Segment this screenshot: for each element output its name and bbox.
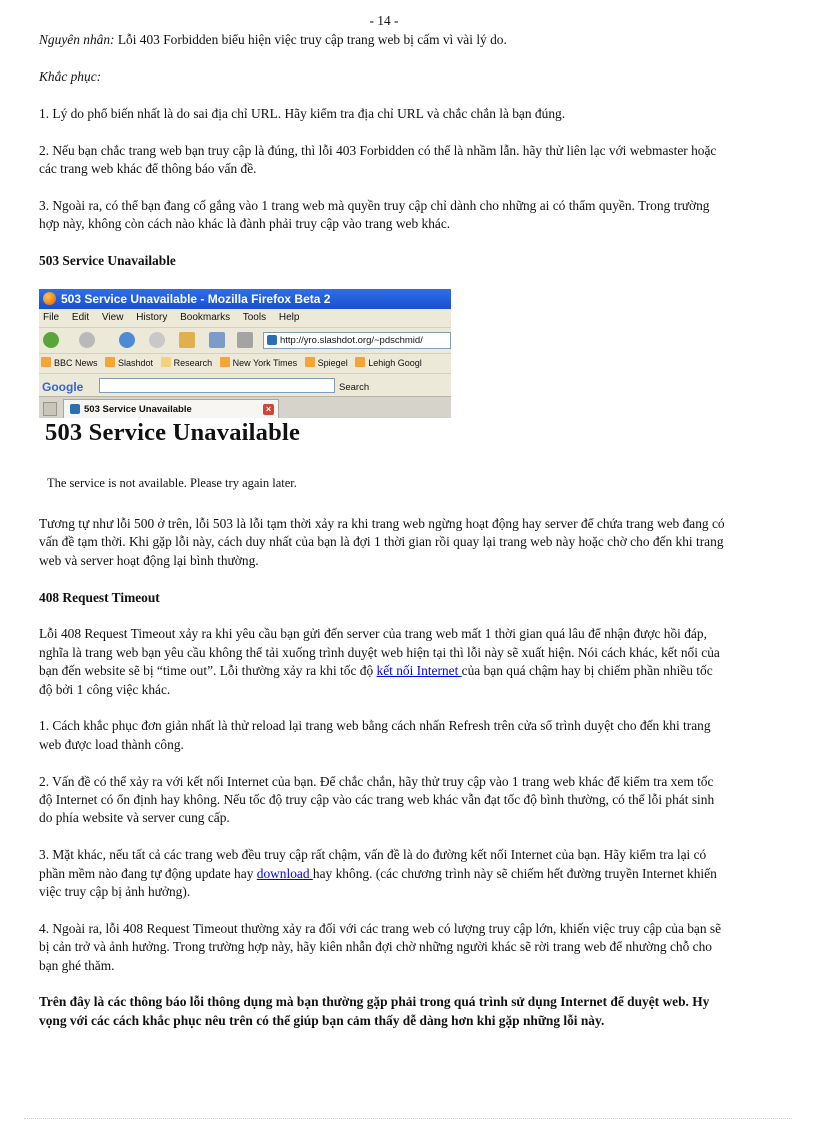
menu-bookmarks[interactable]: Bookmarks — [180, 312, 231, 323]
tab-label: 503 Service Unavailable — [84, 404, 192, 415]
menu-file[interactable]: File — [43, 312, 60, 323]
url-bar[interactable] — [263, 332, 451, 349]
fix-408-step-1: 1. Cách khắc phục đơn giản nhất là thử reload lại trang web bằng cách nhấn Refresh trên cửa sổ trình duyệt cho đến khi trang web được load thành công. — [39, 718, 711, 752]
text-segment: 3. Mặt khác, nếu tất cả các trang web đều truy cập rất chậm, vấn đề là do đường kết nối Internet của bạn. Hãy kiểm tra lại có phần mềm nào đang tự động update hay — [39, 847, 707, 881]
rss-icon — [220, 357, 230, 367]
url-text: http://yro.slashdot.org/~pdschmid/ — [280, 335, 423, 346]
forward-icon[interactable] — [79, 332, 95, 348]
site-favicon-icon — [267, 335, 277, 345]
tab-bar — [39, 397, 451, 418]
heading-503: 503 Service Unavailable — [39, 253, 176, 269]
bookmark-icon[interactable] — [237, 332, 253, 348]
menu-history[interactable]: History — [136, 312, 168, 323]
firefox-icon — [43, 292, 56, 305]
rss-icon — [41, 357, 51, 367]
folder-icon — [161, 357, 171, 367]
window-titlebar — [39, 289, 451, 309]
heading-408: 408 Request Timeout — [39, 589, 160, 605]
tab-503[interactable] — [63, 399, 279, 418]
menu-tools[interactable]: Tools — [242, 312, 267, 323]
back-icon[interactable] — [43, 332, 59, 348]
internet-connection-link[interactable]: kết nối Internet — [376, 663, 462, 679]
stop-icon[interactable] — [149, 332, 165, 348]
conclusion-paragraph: Trên đây là các thông báo lỗi thông dụng mà bạn thường gặp phải trong quá trình sử dụng Internet để duyệt web. Hy vọng với các cách khắc phục nêu trên có thể giúp bạn cảm thấy dễ dàng hơn khi gặp những lỗi này. — [39, 994, 710, 1028]
bookmark-label: Lehigh Googl — [368, 358, 422, 368]
google-logo: Google — [42, 380, 84, 394]
rss-icon — [305, 357, 315, 367]
home-icon[interactable] — [179, 332, 195, 348]
bookmark-slashdot[interactable] — [105, 354, 153, 373]
fix-408-step-3 — [39, 846, 729, 901]
bookmark-lehigh[interactable] — [355, 354, 422, 373]
text-segment: của bạn quá chậm hay bị chiếm phần nhiều tốc độ bởi 1 công việc khác. — [39, 663, 713, 697]
paragraph-408-explanation — [39, 625, 729, 699]
bookmark-label: Slashdot — [118, 358, 154, 368]
google-search-input[interactable] — [99, 378, 335, 393]
bookmarks-toolbar — [39, 354, 451, 374]
close-icon[interactable]: × — [263, 404, 274, 415]
page-bottom-rule — [24, 1118, 792, 1119]
cause-label: Nguyên nhân: — [39, 32, 115, 48]
cause-paragraph — [39, 31, 729, 49]
bookmark-label: BBC News — [54, 358, 98, 368]
window-title: 503 Service Unavailable - Mozilla Firefox Beta 2 — [61, 292, 331, 306]
menu-view[interactable]: View — [101, 312, 124, 323]
fix-step-1: 1. Lý do phổ biến nhất là do sai địa chỉ URL. Hãy kiểm tra địa chỉ URL và chắc chắn là bạn đúng. — [39, 106, 566, 121]
rss-icon — [105, 357, 115, 367]
bookmark-label: Spiegel — [317, 358, 348, 368]
text-segment: hay không. (các chương trình này sẽ chiếm hết đường truyền Internet khiến việc truy cập bị ảnh hưởng). — [39, 865, 717, 900]
fix-408-step-4: 4. Ngoài ra, lỗi 408 Request Timeout thường xảy ra đối với các trang web có lượng truy cập lớn, khiến việc truy cập của bạn sẽ bị cản trở và ảnh hưởng. Trong trường hợp này, hãy kiên nhẫn đợi chờ những người khác sẽ rời trang web để nhường chỗ cho bạn ghé thăm. — [39, 920, 722, 973]
navigation-bar — [39, 328, 451, 354]
fix-408-step-2: 2. Vấn đề có thể xảy ra với kết nối Internet của bạn. Để chắc chắn, hãy thử truy cập vào 1 trang web khác để kiểm tra xem tốc độ Internet có ổn định hay không. Nếu tốc độ truy cập vào các trang web khác vẫn đạt tốc độ bình thường, có thể lỗi phát sinh do phía website và server cung cấp. — [39, 773, 715, 826]
tab-list-icon[interactable] — [43, 402, 57, 416]
menu-help[interactable]: Help — [278, 312, 300, 323]
fix-label: Khắc phục: — [39, 69, 102, 85]
bookmark-spiegel[interactable] — [305, 354, 348, 373]
bookmark-nyt[interactable] — [220, 354, 298, 373]
document-page — [39, 12, 729, 1049]
fix-step-2: 2. Nếu bạn chắc trang web bạn truy cập là đúng, thì lỗi 403 Forbidden có thể là nhầm lẫn. hãy thử liên lạc với webmaster hoặc các trang web khác để thông báo vấn đề. — [39, 142, 717, 177]
history-icon[interactable] — [209, 332, 225, 348]
fix-heading — [39, 68, 729, 86]
browser-screenshot — [39, 289, 451, 497]
menu-edit[interactable]: Edit — [71, 312, 90, 323]
fix-step-3: 3. Ngoài ra, có thể bạn đang cố gắng vào 1 trang web mà quyền truy cập chỉ dành cho những ai có thẩm quyền. Trong trường hợp này, không còn cách nào khác là đành phải truy cập vào trang web khác. — [39, 198, 710, 232]
download-link[interactable]: download — [256, 865, 313, 881]
bookmark-research[interactable] — [161, 354, 213, 373]
paragraph-503-explanation: Tương tự như lỗi 500 ở trên, lỗi 503 là lỗi tạm thời xảy ra khi trang web ngừng hoạt động hay server để chứa trang web đang có vấn đề tạm thời. Khi gặp lỗi này, cách duy nhất của bạn là đợi 1 thời gian rồi quay lại trang web này hoặc chờ cho đến khi trang web và server hoạt động lại bình thường. — [39, 516, 725, 568]
tab-favicon-icon — [70, 404, 80, 414]
reload-icon[interactable] — [119, 332, 135, 348]
page-number: - 14 - — [369, 13, 399, 28]
menu-bar — [39, 309, 451, 328]
google-search-button[interactable]: Search — [339, 382, 370, 393]
bookmark-bbc-news[interactable] — [41, 354, 98, 373]
bookmark-label: Research — [173, 358, 213, 368]
text-segment: Lỗi 408 Request Timeout xảy ra khi yêu cầu bạn gửi đến server của trang web mất 1 thời gian quá lâu để nhận được hồi đáp, nghĩa là trang web bạn yêu cầu không thể tải xuống trình duyệt web hiện tại thì lỗi này sẽ xuất hiện. Nói cách khác, kết nối của bạn đến website sẽ bị “time out”. Lỗi thường xảy ra khi tốc độ — [39, 626, 720, 679]
bookmark-label: New York Times — [232, 358, 298, 368]
error-message: The service is not available. Please try again later. — [47, 476, 297, 490]
cause-text: Lỗi 403 Forbidden biểu hiện việc truy cập trang web bị cấm vì vài lý do. — [114, 32, 507, 48]
error-heading: 503 Service Unavailable — [45, 419, 301, 446]
rss-icon — [355, 357, 365, 367]
google-toolbar — [39, 374, 451, 397]
browser-content — [39, 418, 451, 498]
